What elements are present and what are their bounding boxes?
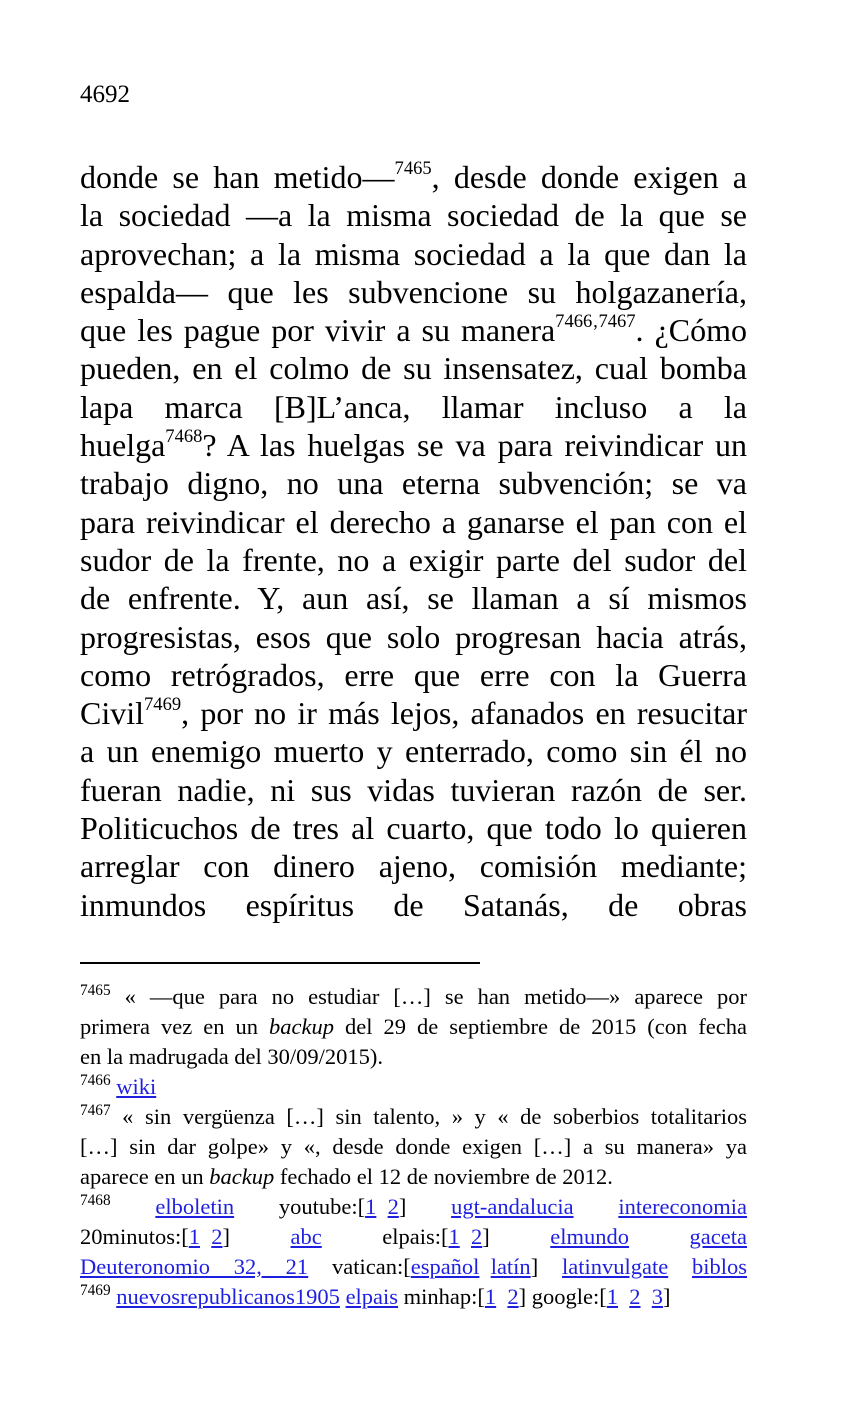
body-line: como retrógrados, erre que erre con la Guerra bbox=[80, 656, 747, 693]
link-wiki[interactable]: wiki bbox=[116, 1074, 157, 1099]
body-line: la sociedad —a la misma sociedad de la que se bbox=[80, 197, 747, 234]
body-text bbox=[80, 158, 747, 924]
body-line: de enfrente. Y, aun así, se llaman a sí mismos bbox=[80, 580, 747, 617]
footnote-separator bbox=[80, 962, 480, 964]
link-google-3[interactable]: 3 bbox=[651, 1284, 664, 1309]
link-elmundo[interactable]: elmundo bbox=[550, 1224, 630, 1249]
footnote-number: 7467 bbox=[80, 1101, 111, 1119]
body-line: sudor de la frente, no a exigir parte del sudor del bbox=[80, 541, 747, 578]
footnote-number: 7469 bbox=[80, 1281, 111, 1299]
footnote-number: 7468 bbox=[80, 1191, 111, 1209]
body-line: inmundos espíritus de Satanás, de obras bbox=[80, 886, 747, 923]
body-line: huelga$^{7468}$? A las huelgas se va para reivindicar un bbox=[80, 425, 747, 464]
body-line: donde se han metido—$^{7465}$, desde donde exigen a bbox=[80, 157, 748, 195]
body-line: pueden, en el colmo de su insensatez, cual bomba bbox=[80, 350, 747, 387]
footnote-ref-7469[interactable]: 7469 bbox=[144, 693, 182, 715]
link-deuteronomio[interactable]: Deuteronomio 32, 21 bbox=[80, 1254, 309, 1279]
footnotes bbox=[80, 982, 747, 1312]
body-line: Civil$^{7469}$, por no ir más lejos, afanados en resucitar bbox=[80, 693, 747, 732]
link-abc[interactable]: abc bbox=[290, 1224, 322, 1249]
link-biblos[interactable]: biblos bbox=[692, 1254, 748, 1279]
footnote-ref-7466-7467[interactable]: 7466‚7467 bbox=[555, 310, 636, 332]
link-elpais[interactable]: elpais bbox=[345, 1284, 399, 1309]
body-line: fueran nadie, ni sus vidas tuvieran razón de ser. bbox=[80, 771, 747, 808]
link-vatican-latin[interactable]: latín bbox=[490, 1254, 531, 1279]
link-20minutos-2[interactable]: 2 bbox=[211, 1224, 223, 1249]
body-line: lapa marca [B]L’anca, llamar incluso a la bbox=[80, 388, 747, 425]
body-line: arreglar con dinero ajeno, comisión mediante; bbox=[80, 848, 747, 885]
link-youtube-2[interactable]: 2 bbox=[387, 1194, 399, 1219]
footnote-7467: $^{7467}$ « sin vergüenza […] sin talento, » y « de soberbios totalitarios […] sin dar golpe» y «, desde donde exigen […] a su manera» ya aparece en un backup fechado el 12 de noviembre de 2012. bbox=[80, 1101, 748, 1189]
body-line: para reivindicar el derecho a ganarse el pan con el bbox=[80, 503, 747, 540]
footnote-7469: $^{7469}$ nuevosrepublicanos1905 elpais minhap:[1 2] google:[1 2 3] bbox=[80, 1281, 671, 1309]
link-google-2[interactable]: 2 bbox=[629, 1284, 641, 1309]
link-minhap-2[interactable]: 2 bbox=[507, 1284, 519, 1309]
link-nuevosrepublicanos1905[interactable]: nuevosrepublicanos1905 bbox=[116, 1284, 340, 1309]
link-google-1[interactable]: 1 bbox=[606, 1284, 619, 1309]
body-line: progresistas, esos que solo progresan hacia atrás, bbox=[80, 618, 747, 655]
link-ugt-andalucia[interactable]: ugt-andalucia bbox=[451, 1194, 574, 1219]
link-intereconomia[interactable]: intereconomia bbox=[618, 1194, 748, 1219]
body-line: a un enemigo muerto y enterrado, como sin él no bbox=[80, 733, 747, 770]
body-line: aprovechan; a la misma sociedad a la que dan la bbox=[80, 235, 747, 272]
link-elpais-2[interactable]: 2 bbox=[471, 1224, 483, 1249]
link-20minutos-1[interactable]: 1 bbox=[188, 1224, 201, 1249]
footnote-7465: $^{7465}$ « —que para no estudiar […] se han metido—» aparece por primera vez en un backup del 29 de septiembre de 2015 (con fecha en la madrugada del 30/09/2015). bbox=[80, 981, 747, 1069]
page-number: 4692 bbox=[80, 81, 130, 108]
body-line: trabajo digno, no una eterna subvención; se va bbox=[80, 465, 747, 502]
link-minhap-1[interactable]: 1 bbox=[484, 1284, 497, 1309]
link-elpais-1[interactable]: 1 bbox=[448, 1224, 460, 1249]
link-vatican-espanol[interactable]: español bbox=[410, 1254, 480, 1279]
footnote-7468: $^{7468}$ elboletin youtube:[1 2] ugt-andalucia intereconomia 20minutos:[1 2] abc elpais:[1 2] elmundo gaceta Deuteronomio 32, 21 vatican:[español latín] latinvulgate biblos bbox=[80, 1191, 748, 1279]
body-line: Politicuchos de tres al cuarto, que todo lo quieren bbox=[80, 810, 747, 847]
link-latinvulgate[interactable]: latinvulgate bbox=[561, 1254, 669, 1279]
footnote-ref-7468[interactable]: 7468 bbox=[165, 425, 203, 447]
body-line: que les pague por vivir a su manera$^{7466‚7467}$. ¿Cómo bbox=[80, 310, 747, 349]
link-elboletin[interactable]: elboletin bbox=[155, 1194, 235, 1219]
footnote-ref-7465[interactable]: 7465 bbox=[394, 157, 432, 179]
footnote-number: 7465 bbox=[80, 981, 111, 999]
footnote-number: 7466 bbox=[80, 1071, 111, 1089]
body-line: espalda— que les subvencione su holgazanería, bbox=[80, 273, 747, 310]
footnote-7466 bbox=[80, 1072, 747, 1102]
link-gaceta[interactable]: gaceta bbox=[689, 1224, 747, 1249]
link-youtube-1[interactable]: 1 bbox=[365, 1194, 377, 1219]
